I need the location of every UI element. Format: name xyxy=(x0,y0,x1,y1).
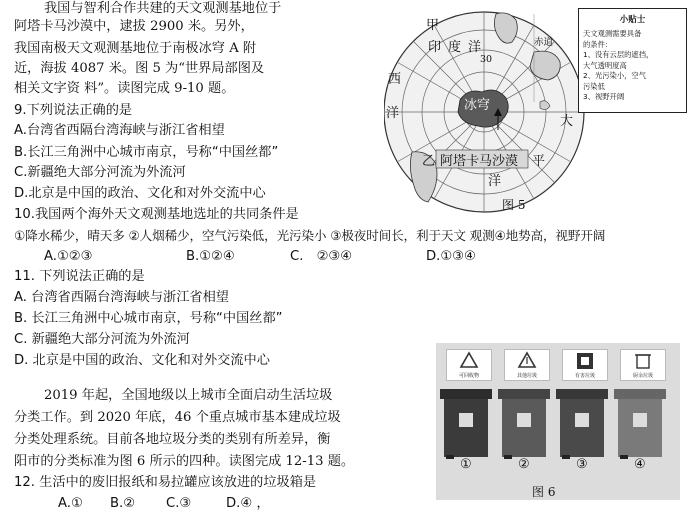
q12-choice-d: D.④ ， xyxy=(226,496,270,511)
q12-choice-a: A.① xyxy=(58,496,83,511)
tips-line: 的条件： xyxy=(583,39,613,49)
q9-option-a: A.台湾省西隔台湾海峡与浙江省相望 xyxy=(14,123,225,138)
passage1-line-2: 阿塔卡马沙漠中，逮拔 2900 米。另外， xyxy=(14,19,254,34)
q10-choice-c: C. ②③④ xyxy=(290,249,353,264)
passage1-line-1: 我国与智利合作共建的天文观测基地位于 xyxy=(44,1,282,16)
bin-label-kitchen: 厨余垃圾 xyxy=(620,349,666,381)
q9-stem: 9.下列说法正确的是 xyxy=(14,103,133,118)
tips-line: 大气透明度高 xyxy=(583,60,627,70)
tips-line: 天文观测需要具备 xyxy=(583,29,642,38)
kitchen-waste-icon xyxy=(621,350,665,372)
passage2-line-3: 分类处理系统。目前各地垃圾分类的类别有所差异，衡 xyxy=(14,432,331,447)
q11-option-a: A. 台湾省西隔台湾海峡与浙江省相望 xyxy=(14,290,229,305)
passage2-line-2: 分类工作。到 2020 年底，46 个重点城市基本建成垃圾 xyxy=(14,410,341,425)
q11-option-d: D. 北京是中国的政治、文化和对外交流中心 xyxy=(14,353,270,368)
passage1-line-4: 近，海拔 4087 米。图 5 为“世界局部图及 xyxy=(14,61,265,76)
q10-choice-a: A.①②③ xyxy=(44,249,93,264)
passage2-line-1: 2019 年起，全国地级以上城市全面启动生活垃圾 xyxy=(44,388,333,403)
other-waste-icon xyxy=(505,350,549,372)
label-da: 大 xyxy=(560,114,574,129)
bin-1 xyxy=(440,389,492,459)
bin-number-2: ② xyxy=(518,457,530,472)
bin-number-4: ④ xyxy=(634,457,646,472)
figure6 xyxy=(436,343,680,500)
q11-option-b: B. 长江三角洲中心城市南京，号称“中国丝都” xyxy=(14,311,283,326)
q9-option-b: B.长江三角洲中心城市南京，号称“中国丝都” xyxy=(14,145,279,160)
label-xi: 西 xyxy=(388,72,402,87)
q10-choice-d: D.①③④ xyxy=(426,249,476,264)
q12-choice-b: B.② xyxy=(110,496,136,511)
passage1-line-3: 我国南极天文观测基地位于南极冰穹 A 附 xyxy=(14,41,257,56)
bin-label-recyclable: 可回收物 xyxy=(446,349,492,381)
recycle-icon xyxy=(447,350,491,372)
q10-conditions: ①降水稀少，晴天多 ②人烟稀少，空气污染低，光污染小 ③极夜时间长，利于天文 观测④地势高，视野开阔 xyxy=(14,228,606,243)
label-yang-left: 洋 xyxy=(386,106,400,121)
passage1-line-5: 相关文字资 料”。读图完成 9-10 题。 xyxy=(14,81,235,96)
q11-option-c: C. 新疆绝大部分河流为外流河 xyxy=(14,332,190,347)
label-yi: 乙 xyxy=(422,154,436,169)
label-ping: 平 xyxy=(532,154,546,169)
bin-number-1: ① xyxy=(460,457,472,472)
hazard-icon xyxy=(563,350,607,372)
figure5-caption: 图 5 xyxy=(502,198,526,212)
q11-stem: 11. 下列说法正确的是 xyxy=(14,269,145,284)
q12-choice-c: C.③ xyxy=(166,496,192,511)
tips-line: 2、光污染小，空气 xyxy=(583,71,647,80)
label-lat-30: 30 xyxy=(480,54,493,65)
q9-option-c: C.新疆绝大部分河流为外流河 xyxy=(14,165,186,180)
tips-title: 小贴士 xyxy=(619,15,646,25)
tips-box xyxy=(578,8,687,113)
bin-4 xyxy=(614,389,666,459)
bin-number-3: ③ xyxy=(576,457,588,472)
q10-choice-b: B.①②④ xyxy=(186,249,235,264)
passage2-line-4: 阳市的分类标准为图 6 所示的四种。读图完成 12-13 题。 xyxy=(14,454,355,469)
bin-3 xyxy=(556,389,608,459)
label-jia: 甲 xyxy=(426,18,440,33)
bin-2 xyxy=(498,389,550,459)
q10-stem: 10.我国两个海外天文观测基地选址的共同条件是 xyxy=(14,207,299,222)
label-bingqiong: 冰穹 xyxy=(464,98,491,113)
label-yang-top: 洋 xyxy=(468,40,482,55)
tips-line: 3、视野开阔 xyxy=(583,92,625,101)
label-chidao: 赤道 xyxy=(534,37,554,48)
bin-label-other: 其他垃圾 xyxy=(504,349,550,381)
label-du: 度 xyxy=(448,40,462,55)
label-yang-bottom: 洋 xyxy=(488,174,502,189)
label-desert: 阿塔卡马沙漠 xyxy=(440,154,519,169)
figure6-caption: 图 6 xyxy=(532,485,556,499)
tips-line: 污染低 xyxy=(583,81,605,91)
tips-line: 1、没有云层的遮挡， xyxy=(583,50,654,59)
bin-label-hazardous: 有害垃圾 xyxy=(562,349,608,381)
q9-option-d: D.北京是中国的政治、文化和对外交流中心 xyxy=(14,186,266,201)
q12-stem: 12. 生活中的废旧报纸和易拉罐应该放进的垃圾箱是 xyxy=(14,475,317,490)
waste-bins-drawing xyxy=(436,383,680,498)
label-yin: 印 xyxy=(428,40,442,55)
